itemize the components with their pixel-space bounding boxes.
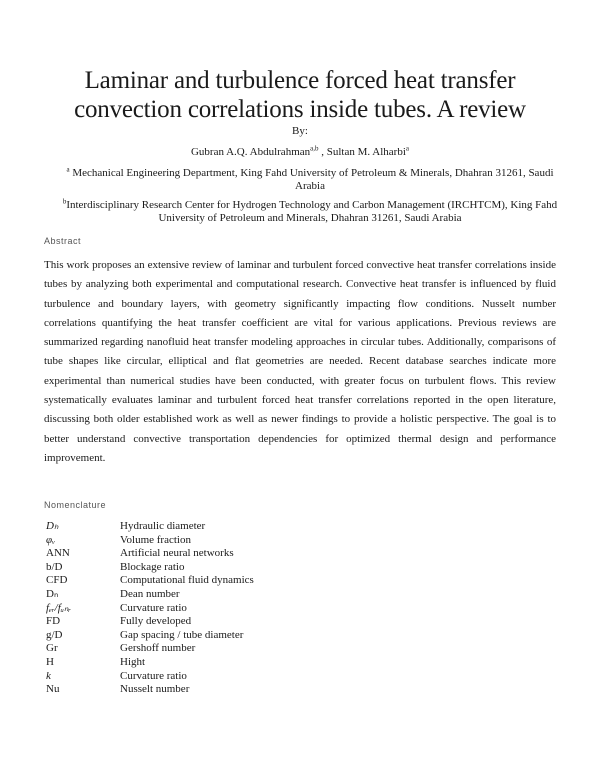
nomenclature-symbol: Nu: [46, 683, 60, 696]
nomenclature-row: [44, 520, 344, 534]
affiliation-superscript: a: [66, 165, 70, 174]
abstract-heading: Abstract: [44, 236, 82, 246]
nomenclature-symbol: H: [46, 655, 54, 668]
author-superscript: a,b: [310, 144, 319, 153]
nomenclature-row: [44, 574, 344, 588]
nomenclature-definition: Gap spacing / tube diameter: [120, 628, 244, 641]
paper-title: Laminar and turbulence forced heat transfer convection correlations inside tubes. A review: [74, 67, 526, 123]
nomenclature-definition: Fully developed: [120, 615, 192, 628]
nomenclature-row: [44, 547, 344, 561]
nomenclature-symbol: φᵥ: [46, 533, 56, 546]
author-line: [0, 146, 600, 158]
author-name: Sultan M. Alharbi: [326, 146, 406, 158]
affiliation: [60, 199, 560, 225]
nomenclature-symbol: b/D: [46, 560, 63, 573]
nomenclature-symbol: Dₙ: [46, 587, 59, 600]
nomenclature-row: [44, 670, 344, 684]
nomenclature-definition: Gershoff number: [120, 642, 196, 655]
nomenclature-row: [44, 656, 344, 670]
nomenclature-symbol: Dₕ: [46, 520, 59, 532]
nomenclature-symbol: FD: [46, 615, 61, 628]
nomenclature-definition: Blockage ratio: [120, 560, 185, 573]
nomenclature-definition: Dean number: [120, 587, 180, 600]
nomenclature-row: [44, 683, 344, 697]
nomenclature-symbol: CFD: [46, 574, 68, 587]
author-name: Gubran A.Q. Abdulrahman: [190, 146, 311, 158]
nomenclature-heading: Nomenclature: [44, 500, 107, 510]
nomenclature-definition: Hight: [120, 655, 146, 668]
nomenclature-definition: Curvature ratio: [120, 669, 187, 682]
author-superscript: a: [405, 144, 409, 153]
nomenclature-definition: Artificial neural networks: [120, 547, 234, 560]
nomenclature-row: [44, 588, 344, 602]
nomenclature-symbol: fₑᵣ/fᵤₙᵣ: [46, 601, 72, 614]
by-label: By:: [292, 125, 308, 137]
nomenclature-row: [44, 615, 344, 629]
nomenclature-list: [44, 520, 344, 697]
nomenclature-definition: Volume fraction: [120, 533, 191, 546]
nomenclature-symbol: Gr: [46, 642, 58, 655]
nomenclature-row: [44, 629, 344, 643]
nomenclature-symbol: ANN: [46, 547, 70, 560]
abstract-text: This work proposes an extensive review of laminar and turbulent forced convective heat transfer correlations inside tubes by analyzing both experimental and computational research. Convective heat transfer is influenced by fluid turbulence and boundary layers, with geometry significantly impacting flow conditions. Nusselt number correlations quantifying the heat transfer coefficient are vital for various applications. Previous reviews are summarized regarding nanofluid heat transfer modeling approaches in circular tubes. Additionally, comparisons of tube shapes like circular, elliptical and flat geometries are needed. Recent database searches indicate more experimental than numerical studies have been conducted, with greater focus on turbulent flows. This review systematically evaluates laminar and turbulent forced heat transfer correlations reported in the open literature, discussing both older established work as well as newer findings to provide a holistic perspective. The goal is to better understand convective transportation dependencies for optimized thermal design and performance improvement.: [44, 259, 556, 464]
nomenclature-definition: Computational fluid dynamics: [120, 574, 254, 587]
nomenclature-row: [44, 561, 344, 575]
nomenclature-definition: Hydraulic diameter: [120, 520, 206, 532]
nomenclature-symbol: g/D: [46, 628, 63, 641]
nomenclature-row: [44, 602, 344, 616]
nomenclature-symbol: k: [46, 669, 51, 682]
author-separator: ,: [318, 146, 327, 158]
nomenclature-definition: Nusselt number: [120, 683, 190, 696]
nomenclature-row: [44, 534, 344, 548]
nomenclature-row: [44, 642, 344, 656]
nomenclature-definition: Curvature ratio: [120, 601, 187, 614]
affiliation-text: Interdisciplinary Research Center for Hydrogen Technology and Carbon Management (IRCHTCM), King Fahd University of Petroleum and Minerals, Dhahran 31261, Saudi Arabia: [66, 199, 558, 224]
affiliation-text: Mechanical Engineering Department, King Fahd University of Petroleum & Minerals, Dhahran 31261, Saudi Arabia: [69, 167, 554, 192]
affiliation: [60, 167, 560, 193]
affiliation-superscript: b: [62, 197, 67, 206]
